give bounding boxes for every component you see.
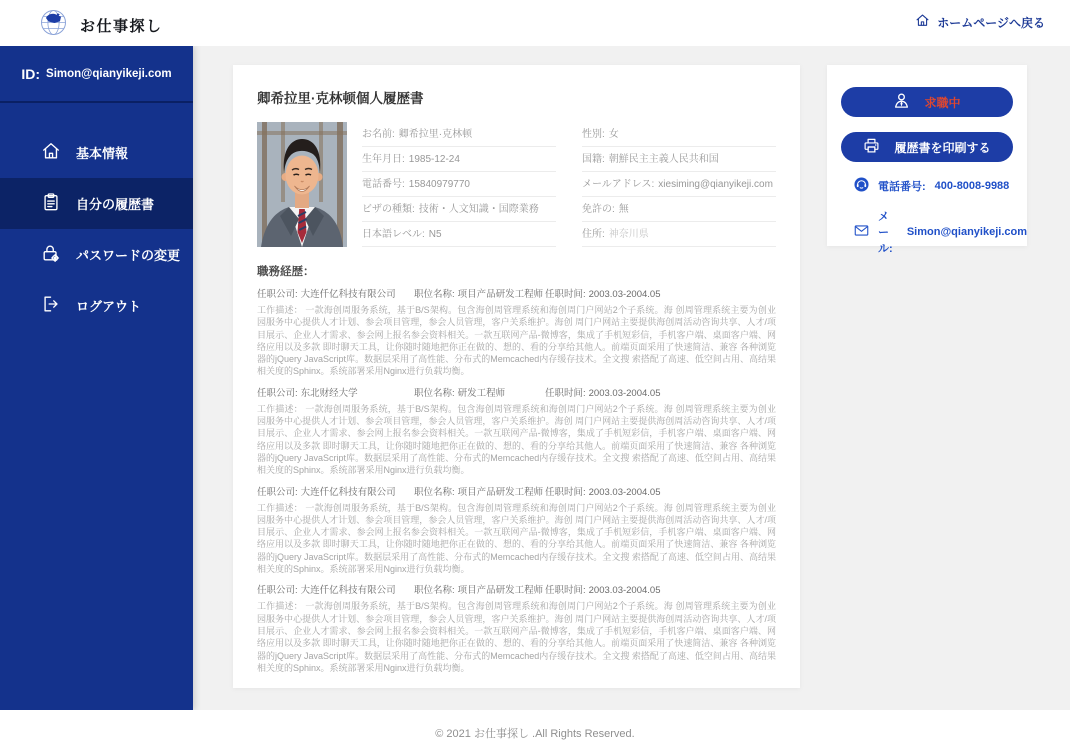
sidebar-item-change-password[interactable] — [0, 229, 193, 280]
home-icon — [915, 13, 930, 31]
job-meta: 任职公司: 大连仟亿科技有限公司 职位名称: 项目产品研发工程师 任职时间: 2003.03-2004.05 — [257, 585, 661, 597]
page-footer — [0, 710, 1070, 755]
resume-card — [233, 65, 800, 688]
job-entry — [257, 387, 776, 477]
sidebar — [0, 46, 193, 710]
phone-contact — [854, 177, 1027, 195]
homepage-back-label: ホームページへ戻る — [937, 15, 1045, 30]
field-license: 免許の: 無 — [582, 197, 776, 222]
copyright-text: © 2021 お仕事探し .All Rights Reserved. — [435, 727, 635, 740]
brand — [40, 9, 163, 41]
sidebar-menu — [0, 103, 193, 331]
sidebar-item-basic-info[interactable] — [0, 127, 193, 178]
job-meta: 任职公司: 大连仟亿科技有限公司 职位名称: 项目产品研发工程师 任职时间: 2003.03-2004.05 — [257, 289, 661, 300]
person-icon — [893, 92, 910, 112]
profile-photo — [257, 122, 347, 247]
lock-gear-icon — [41, 243, 61, 266]
field-birthdate: 生年月日: 1985-12-24 — [362, 147, 556, 172]
top-header — [0, 0, 1070, 46]
homepage-back-link[interactable] — [915, 13, 1045, 31]
job-company: 大连仟亿科技有限公司 — [300, 289, 396, 300]
user-id — [0, 46, 193, 103]
phone-label: 電話番号: — [878, 181, 926, 193]
globe-logo-icon — [40, 9, 67, 41]
profile-fields — [362, 122, 776, 247]
print-resume-button[interactable] — [841, 132, 1013, 162]
user-id-label: ID: — [21, 65, 41, 82]
job-meta: 任职公司: 大连仟亿科技有限公司 职位名称: 项目产品研发工程师 任职时间: 2003.03-2004.05 — [257, 486, 661, 498]
printer-icon — [863, 137, 880, 157]
field-visa-type: ビザの種類: 技術・人文知識・国際業務 — [362, 197, 556, 222]
job-position: 项目产品研发工程师 — [457, 289, 544, 300]
job-description: 工作描述： 一款海创周服务系统，基于B/S架构。包含海创周管理系统和海创周门户网站2个子系统。海 创周管理系统主要为创业园服务中心提供人才计划、参会项目管理，参会人员管理，客户关系维护。海创 周门户网站主要提供海创周活动咨询共享、人才/项目展示、企业人才需求、参会网上报名参会资料相关。一款互联网产品-微博客，集成了手机短彩信，手机客户端、桌面客户端、网络应用以及多款 即时聊天工具，让你随时随地把你正在做的、想的、看的分享给其他人。前端页面采用了快速简洁、兼容 各种浏览器的jQuery JavaScript库。数据层采用了高性能、分布式的Memcached内存缓存技术。全文搜 索搭配了高速、低空间占用、高结果相关度的Sphinx。系统部署采用Nginx进行负载均衡。 — [257, 601, 776, 673]
print-resume-label: 履歴書を印刷する — [894, 140, 991, 155]
job-entry — [257, 584, 776, 674]
sidebar-item-label: パスワードの変更 — [76, 248, 181, 263]
app-title: お仕事探し — [80, 17, 163, 35]
job-position: 项目产品研发工程师 — [457, 585, 544, 597]
field-name: お名前: 卿希拉里·克林顿 — [362, 122, 556, 147]
job-company: 大连仟亿科技有限公司 — [300, 585, 396, 597]
job-company: 东北财经大学 — [300, 387, 358, 399]
field-phone: 電話番号: 15840979770 — [362, 172, 556, 197]
sidebar-item-my-resume[interactable] — [0, 178, 193, 229]
field-gender: 性別: 女 — [582, 122, 776, 147]
job-position: 研发工程师 — [457, 387, 506, 399]
logout-icon — [41, 294, 61, 317]
field-japanese-level: 日本語レベル: N5 — [362, 222, 556, 247]
field-address: 住所: 神奈川県 — [582, 222, 776, 247]
mail-label: メール: — [878, 211, 893, 255]
customer-service-icon — [854, 177, 869, 195]
job-status-label: 求職中 — [924, 95, 961, 110]
job-period: 2003.03-2004.05 — [588, 387, 661, 399]
profile-section — [257, 122, 776, 247]
sidebar-item-logout[interactable] — [0, 280, 193, 331]
job-position: 项目产品研发工程师 — [457, 486, 544, 498]
job-company: 大连仟亿科技有限公司 — [300, 486, 396, 498]
home-icon — [41, 141, 61, 164]
job-description: 工作描述： 一款海创周服务系统，基于B/S架构。包含海创周管理系统和海创周门户网站2个子系统。海 创周管理系统主要为创业园服务中心提供人才计划、参会项目管理，参会人员管理，客户关系维护。海创 周门户网站主要提供海创周活动咨询共享、人才/项目展示、企业人才需求、参会网上报名参会资料相关。一款互联网产品-微博客，集成了手机短彩信，手机客户端、桌面客户端、网络应用以及多款 即时聊天工具，让你随时随地把你正在做的、想的、看的分享给其他人。前端页面采用了快速简洁、兼容 各种浏览器的jQuery JavaScript库。数据层采用了高性能、分布式的Memcached内存缓存技术。全文搜 索搭配了高速、低空间占用、高结果相关度的Sphinx。系统部署采用Nginx进行负载均衡。 — [257, 305, 776, 377]
user-id-value: Simon@qianyikeji.com — [46, 67, 172, 80]
job-period: 2003.03-2004.05 — [588, 289, 661, 300]
field-email: メールアドレス: xiesiming@qianyikeji.com — [582, 172, 776, 197]
mail-contact — [854, 208, 1027, 256]
job-description: 工作描述： 一款海创周服务系统，基于B/S架构。包含海创周管理系统和海创周门户网站2个子系统。海 创周管理系统主要为创业园服务中心提供人才计划、参会项目管理，参会人员管理，客户关系维护。海创 周门户网站主要提供海创周活动咨询共享、人才/项目展示、企业人才需求、参会网上报名参会资料相关。一款互联网产品-微博客，集成了手机短彩信，手机客户端、桌面客户端、网络应用以及多款 即时聊天工具，让你随时随地把你正在做的、想的、看的分享给其他人。前端页面采用了快速简洁、兼容 各种浏览器的jQuery JavaScript库。数据层采用了高性能、分布式的Memcached内存缓存技术。全文搜 索搭配了高速、低空间占用、高结果相关度的Sphinx。系统部署采用Nginx进行负载均衡。 — [257, 502, 776, 575]
job-meta: 任职公司: 东北财经大学 职位名称: 研发工程师 任职时间: 2003.03-2004.05 — [257, 387, 661, 399]
phone-value[interactable]: 400-8008-9988 — [934, 180, 1010, 192]
sidebar-item-label: 基本情報 — [76, 146, 129, 161]
sidebar-item-label: 自分の履歴書 — [76, 197, 155, 212]
content-area — [0, 46, 1070, 710]
resume-title: 卿希拉里·克林顿個人履歴書 — [257, 91, 424, 106]
action-panel — [827, 65, 1027, 255]
job-description: 工作描述： 一款海创周服务系统，基于B/S架构。包含海创周管理系统和海创周门户网站2个子系统。海 创周管理系统主要为创业园服务中心提供人才计划、参会项目管理，参会人员管理，客户关系维护。海创 周门户网站主要提供海创周活动咨询共享、人才/项目展示、企业人才需求、参会网上报名参会资料相关。一款互联网产品-微博客，集成了手机短彩信，手机客户端、桌面客户端、网络应用以及多款 即时聊天工具，让你随时随地把你正在做的、想的、看的分享给其他人。前端页面采用了快速简洁、兼容 各种浏览器的jQuery JavaScript库。数据层采用了高性能、分布式的Memcached内存缓存技术。全文搜 索搭配了高速、低空间占用、高结果相关度的Sphinx。系统部署采用Nginx进行负载均衡。 — [257, 403, 776, 476]
work-history-title: 職務経歴： — [257, 266, 315, 278]
field-nationality: 国籍: 朝鮮民主主義人民共和国 — [582, 147, 776, 172]
resume-icon — [41, 192, 61, 215]
job-entry — [257, 486, 776, 576]
mail-icon — [854, 223, 869, 241]
job-period: 2003.03-2004.05 — [588, 486, 661, 498]
sidebar-item-label: ログアウト — [76, 299, 142, 314]
mail-value[interactable]: Simon@qianyikeji.com — [906, 226, 1027, 238]
job-entry — [257, 288, 776, 378]
job-status-button[interactable] — [841, 87, 1013, 117]
job-period: 2003.03-2004.05 — [588, 585, 661, 597]
